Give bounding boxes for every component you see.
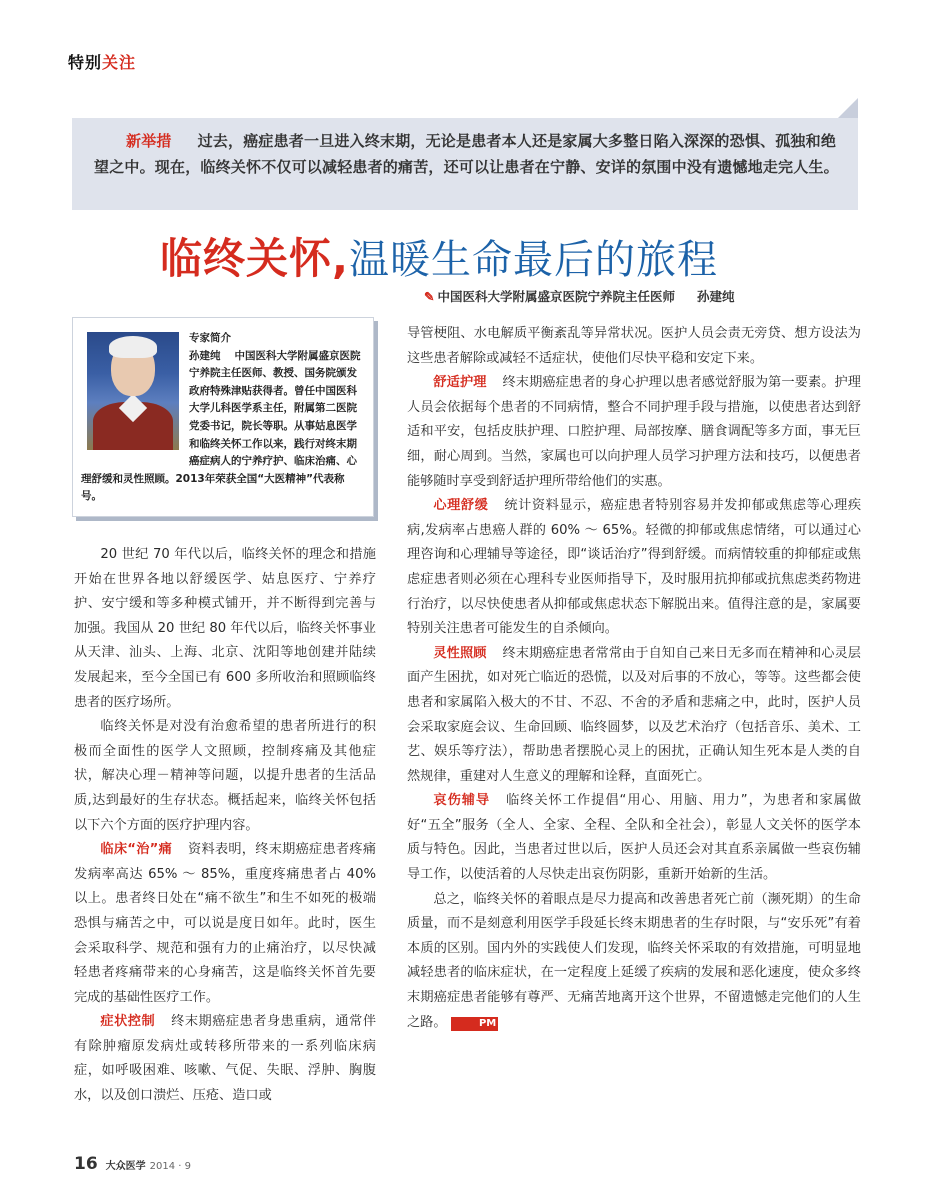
paragraph: 哀伤辅导 临终关怀工作提倡“用心、用脑、用力”，为患者和家属做好“五全”服务（全人、全家、全程、全队和全社会），彰显人文关怀的医学本质与特色。因此，当患者过世以后，医护人员还会对其直系亲属做一些哀伤辅导工作，以使活着的人尽快走出哀伤阴影，重新开始新的生活。 <box>407 793 862 883</box>
intro-box-corner <box>838 98 858 118</box>
paragraph: 导管梗阻、水电解质平衡紊乱等异常状况。医护人员会责无旁贷、想方设法为这些患者解除或减轻不适症状，使他们尽快平稳和安定下来。 <box>407 326 861 366</box>
page-footer <box>74 1154 191 1174</box>
paragraph: 灵性照顾 终末期癌症患者常常由于自知自己来日无多而在精神和心灵层面产生困扰，如对死亡临近的恐慌，以及对后事的不放心，等等。这些都会使患者和家属陷入极大的不甘、不忍、不舍的矛盾和悲痛之中，此时，医护人员会采取家庭会议、生命回顾、临终圆梦，以及艺术治疗（包括音乐、美术、工艺、娱乐等疗法），帮助患者摆脱心灵上的困扰，正确认知生死本是人类的自然规律，重建对人生意义的理解和诠释，直面死亡。 <box>407 645 861 784</box>
expert-bio-box <box>72 317 374 517</box>
article-title <box>160 226 800 286</box>
subheading: 哀伤辅导 <box>433 793 491 809</box>
subheading: 心理舒缓 <box>433 498 489 514</box>
intro-box <box>72 118 858 210</box>
intro-text: 过去，癌症患者一旦进入终末期，无论是患者本人还是家属大多整日陷入深深的恐惧、孤独和绝望之中。现在，临终关怀不仅可以减轻患者的痛苦，还可以让患者在宁静、安详的氛围中没有遗憾地走完人生。 <box>94 132 839 176</box>
bio-title: 专家简介 <box>189 332 231 344</box>
magazine-name: 大众医学 <box>105 1161 146 1172</box>
left-column <box>74 543 376 1109</box>
paragraph: 症状控制 终末期癌症患者身患重病，通常伴有除肿瘤原发病灶或转移所带来的一系列临床病症，如呼吸困难、咳嗽、气促、失眠、浮肿、胸腹水，以及创口溃烂、压疮、造口或 <box>74 1014 377 1104</box>
section-label: 特别 <box>68 53 103 72</box>
paragraph: 舒适护理 终末期癌症患者的身心护理以患者感觉舒服为第一要素。护理人员会依据每个患者的不同病情，整合不同护理手段与措施，以使患者达到舒适和平安，包括皮肤护理、口腔护理、局部按摩、膳食调配等多方面，事无巨细，耐心周到。当然，家属也可以向护理人员学习护理方法和技巧，以便患者能够随时享受到舒适护理所带给他们的实惠。 <box>407 375 861 489</box>
article-title-red: 临终关怀, <box>160 234 349 283</box>
bio-text: 中国医科大学附属盛京医院宁养院主任医师、教授、国务院颁发政府特殊津贴获得者。曾任中国医科大学儿科医学系主任，附属第二医院党委书记，院长等职。从事姑息医学和临终关怀工作以来，践行对终末期癌症病人的宁养疗护、临床治痛、心理舒缓和灵性照顾。2013年荣获全国“大医精神”代表称号。 <box>81 349 361 503</box>
section-label-accent: 关注 <box>102 53 137 72</box>
paragraph: 20 世纪 70 年代以后，临终关怀的理念和措施开始在世界各地以舒缓医学、姑息医疗、宁养疗护、安宁缓和等多种模式铺开，并不断得到完善与加强。我国从 20 世纪 80 年代以后，临终关怀事业从天津、汕头、上海、北京、沈阳等地创建并陆续发展起来，至今全国已有 600 多所收治和照顾临终患者的医疗场所。 <box>74 547 376 710</box>
expert-photo <box>87 332 179 450</box>
section-tag <box>68 50 136 73</box>
subheading: 临床“治”痛 <box>100 842 173 858</box>
issue-number: 2014 · 9 <box>149 1161 192 1172</box>
paragraph: 临床“治”痛 资料表明，终末期癌症患者疼痛发病率高达 65% ～ 85%，重度疼痛患者占 40% 以上。患者终日处在“痛不欲生”和生不如死的极端恐惧与痛苦之中，可以说是度日如年。此时，医生会采取科学、规范和强有力的止痛治疗，以尽快减轻患者疼痛带来的心身痛苦，这是临终关怀首先要完成的基础性医疗工作。 <box>74 842 377 1005</box>
subheading: 灵性照顾 <box>433 645 487 661</box>
paragraph: 总之，临终关怀的着眼点是尽力提高和改善患者死亡前（濒死期）的生命质量，而不是刻意利用医学手段延长终末期患者的生存时限，与“安乐死”有着本质的区别。国内外的实践使人们发现，临终关怀采取的有效措施，可明显地减轻患者的临床症状，在一定程度上延缓了疾病的发展和恶化速度，使众多终末期癌症患者能够有尊严、无痛苦地离开这个世界，不留遗憾走完他们的人生之路。 PM <box>407 891 861 1030</box>
subheading: 症状控制 <box>100 1014 156 1030</box>
paragraph: 临终关怀是对没有治愈希望的患者所进行的积极而全面性的医学人文照顾，控制疼痛及其他症状，解决心理－精神等问题，以提升患者的生活品质,达到最好的生存状态。概括起来，临终关怀包括以下六个方面的医疗护理内容。 <box>74 719 376 833</box>
subheading: 舒适护理 <box>433 375 487 391</box>
bio-name: 孙建纯 <box>189 349 221 362</box>
right-column <box>407 322 861 1035</box>
byline <box>424 287 735 305</box>
paragraph: 心理舒缓 统计资料显示，癌症患者特别容易并发抑郁或焦虑等心理疾病,发病率占患癌人群的 60% ～ 65%。轻微的抑郁或焦虑情绪，可以通过心理咨询和心理辅导等途径，即“谈话治疗”得到舒缓。而病情较重的抑郁症或焦虑症患者则必须在心理科专业医师指导下，及时服用抗抑郁或抗焦虑类药物进行治疗，以尽快使患者从抑郁或焦虑状态下解脱出来。值得注意的是，家属要特别关注患者可能发生的自杀倾向。 <box>407 498 862 637</box>
byline-affiliation: 中国医科大学附属盛京医院宁养院主任医师 <box>437 289 675 304</box>
intro-lead: 新举措 <box>126 132 172 150</box>
article-title-blue: 温暖生命最后的旅程 <box>348 237 718 283</box>
page-number: 16 <box>74 1154 98 1174</box>
byline-author: 孙建纯 <box>697 289 735 304</box>
end-mark: PM <box>451 1017 499 1031</box>
pen-icon: ✎ <box>424 289 435 304</box>
